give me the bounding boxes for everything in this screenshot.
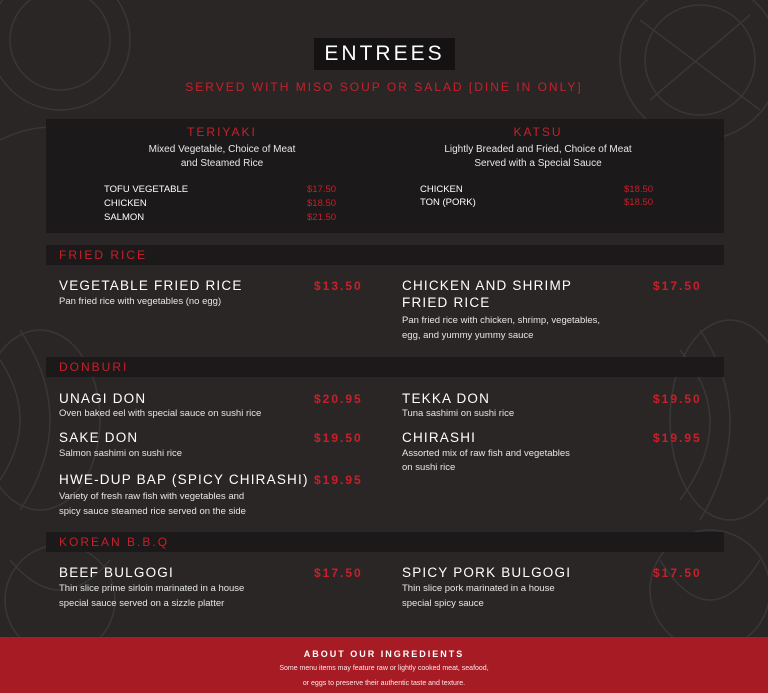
menu-item-price: $19.50 [653, 392, 702, 406]
section-donburi [46, 357, 724, 377]
menu-item-price: $13.50 [314, 279, 363, 293]
menu-item-price: $17.50 [314, 566, 363, 580]
ingredients-footer [0, 637, 768, 693]
menu-item-price: $17.50 [653, 566, 702, 580]
menu-item-name-line1: CHICKEN AND SHRIMP [402, 278, 573, 293]
menu-item-name: TEKKA DON [402, 391, 491, 406]
teriyaki-desc-line1: Mixed Vegetable, Choice of Meat [148, 144, 296, 155]
katsu-header [388, 125, 688, 171]
menu-item-name: SAKE DON [59, 430, 139, 445]
menu-item-price: $19.95 [653, 431, 702, 445]
menu-item-price: $19.50 [314, 431, 363, 445]
menu-item-desc-line2: special sauce served on a sizzle platter [59, 598, 225, 609]
menu-item-price: $19.95 [314, 473, 363, 487]
teriyaki-item-name: TOFU VEGETABLE [104, 184, 189, 195]
menu-item-desc: Pan fried rice with vegetables (no egg) [59, 296, 222, 307]
katsu-item-name: TON (PORK) [420, 197, 476, 208]
katsu-item-price: $18.50 [624, 197, 654, 208]
menu-item-desc: Oven baked eel with special sauce on sushi rice [59, 408, 262, 419]
footer-line2: or eggs to preserve their authentic taste and texture. [302, 680, 466, 687]
section-korean-bbq [46, 532, 724, 552]
katsu-item-name: CHICKEN [420, 184, 463, 195]
menu-item-desc: Salmon sashimi on sushi rice [59, 448, 183, 459]
page-subtitle: SERVED WITH MISO SOUP OR SALAD [DINE IN ONLY] [185, 80, 583, 94]
menu-item-price: $17.50 [653, 279, 702, 293]
menu-item-name: HWE-DUP BAP (SPICY CHIRASHI) [59, 472, 309, 487]
menu-item-desc-line1: Pan fried rice with chicken, shrimp, vegetables, [402, 315, 601, 326]
menu-item-price: $20.95 [314, 392, 363, 406]
section-heading: KOREAN B.B.Q [59, 535, 170, 549]
section-heading: DONBURI [59, 360, 129, 374]
menu-item-name-line2: FRIED RICE [402, 295, 491, 310]
teriyaki-item-price: $17.50 [307, 184, 337, 195]
teriyaki-item-name: CHICKEN [104, 198, 147, 209]
teriyaki-item-price: $18.50 [307, 198, 337, 209]
title-box [314, 38, 455, 70]
menu-item-name: CHIRASHI [402, 430, 477, 445]
katsu-item-price: $18.50 [624, 184, 654, 195]
teriyaki-header [72, 125, 372, 171]
footer-heading: ABOUT OUR INGREDIENTS [303, 649, 465, 659]
teriyaki-item-name: SALMON [104, 212, 145, 223]
katsu-desc-line1: Lightly Breaded and Fried, Choice of Meat [444, 144, 632, 155]
menu-item-desc-line1: Thin slice prime sirloin marinated in a house [59, 583, 245, 594]
menu-item-desc-line1: Assorted mix of raw fish and vegetables [402, 448, 570, 459]
menu-item-name: VEGETABLE FRIED RICE [59, 278, 243, 293]
menu-item-desc-line2: spicy sauce steamed rice served on the side [59, 506, 246, 517]
katsu-heading: KATSU [513, 125, 563, 139]
menu-item-desc-line1: Thin slice pork marinated in a house [402, 583, 555, 594]
teriyaki-item-price: $21.50 [307, 212, 337, 223]
teriyaki-heading: TERIYAKI [187, 125, 257, 139]
menu-item-name: SPICY PORK BULGOGI [402, 565, 572, 580]
section-fried-rice [46, 245, 724, 265]
teriyaki-desc-line2: and Steamed Rice [180, 158, 264, 169]
footer-line1: Some menu items may feature raw or lightly cooked meat, seafood, [279, 665, 489, 672]
menu-item-desc-line2: on sushi rice [402, 462, 456, 473]
section-heading: FRIED RICE [59, 248, 148, 262]
menu-item-desc-line2: egg, and yummy yummy sauce [402, 330, 534, 341]
menu-item-name: UNAGI DON [59, 391, 147, 406]
menu-item-desc-line1: Variety of fresh raw fish with vegetables and [59, 491, 245, 502]
katsu-desc-line2: Served with a Special Sauce [474, 158, 602, 169]
page-title: ENTREES [324, 42, 445, 65]
menu-item-desc: Tuna sashimi on sushi rice [402, 408, 515, 419]
menu-item-desc-line2: special spicy sauce [402, 598, 484, 609]
menu-item-name: BEEF BULGOGI [59, 565, 174, 580]
